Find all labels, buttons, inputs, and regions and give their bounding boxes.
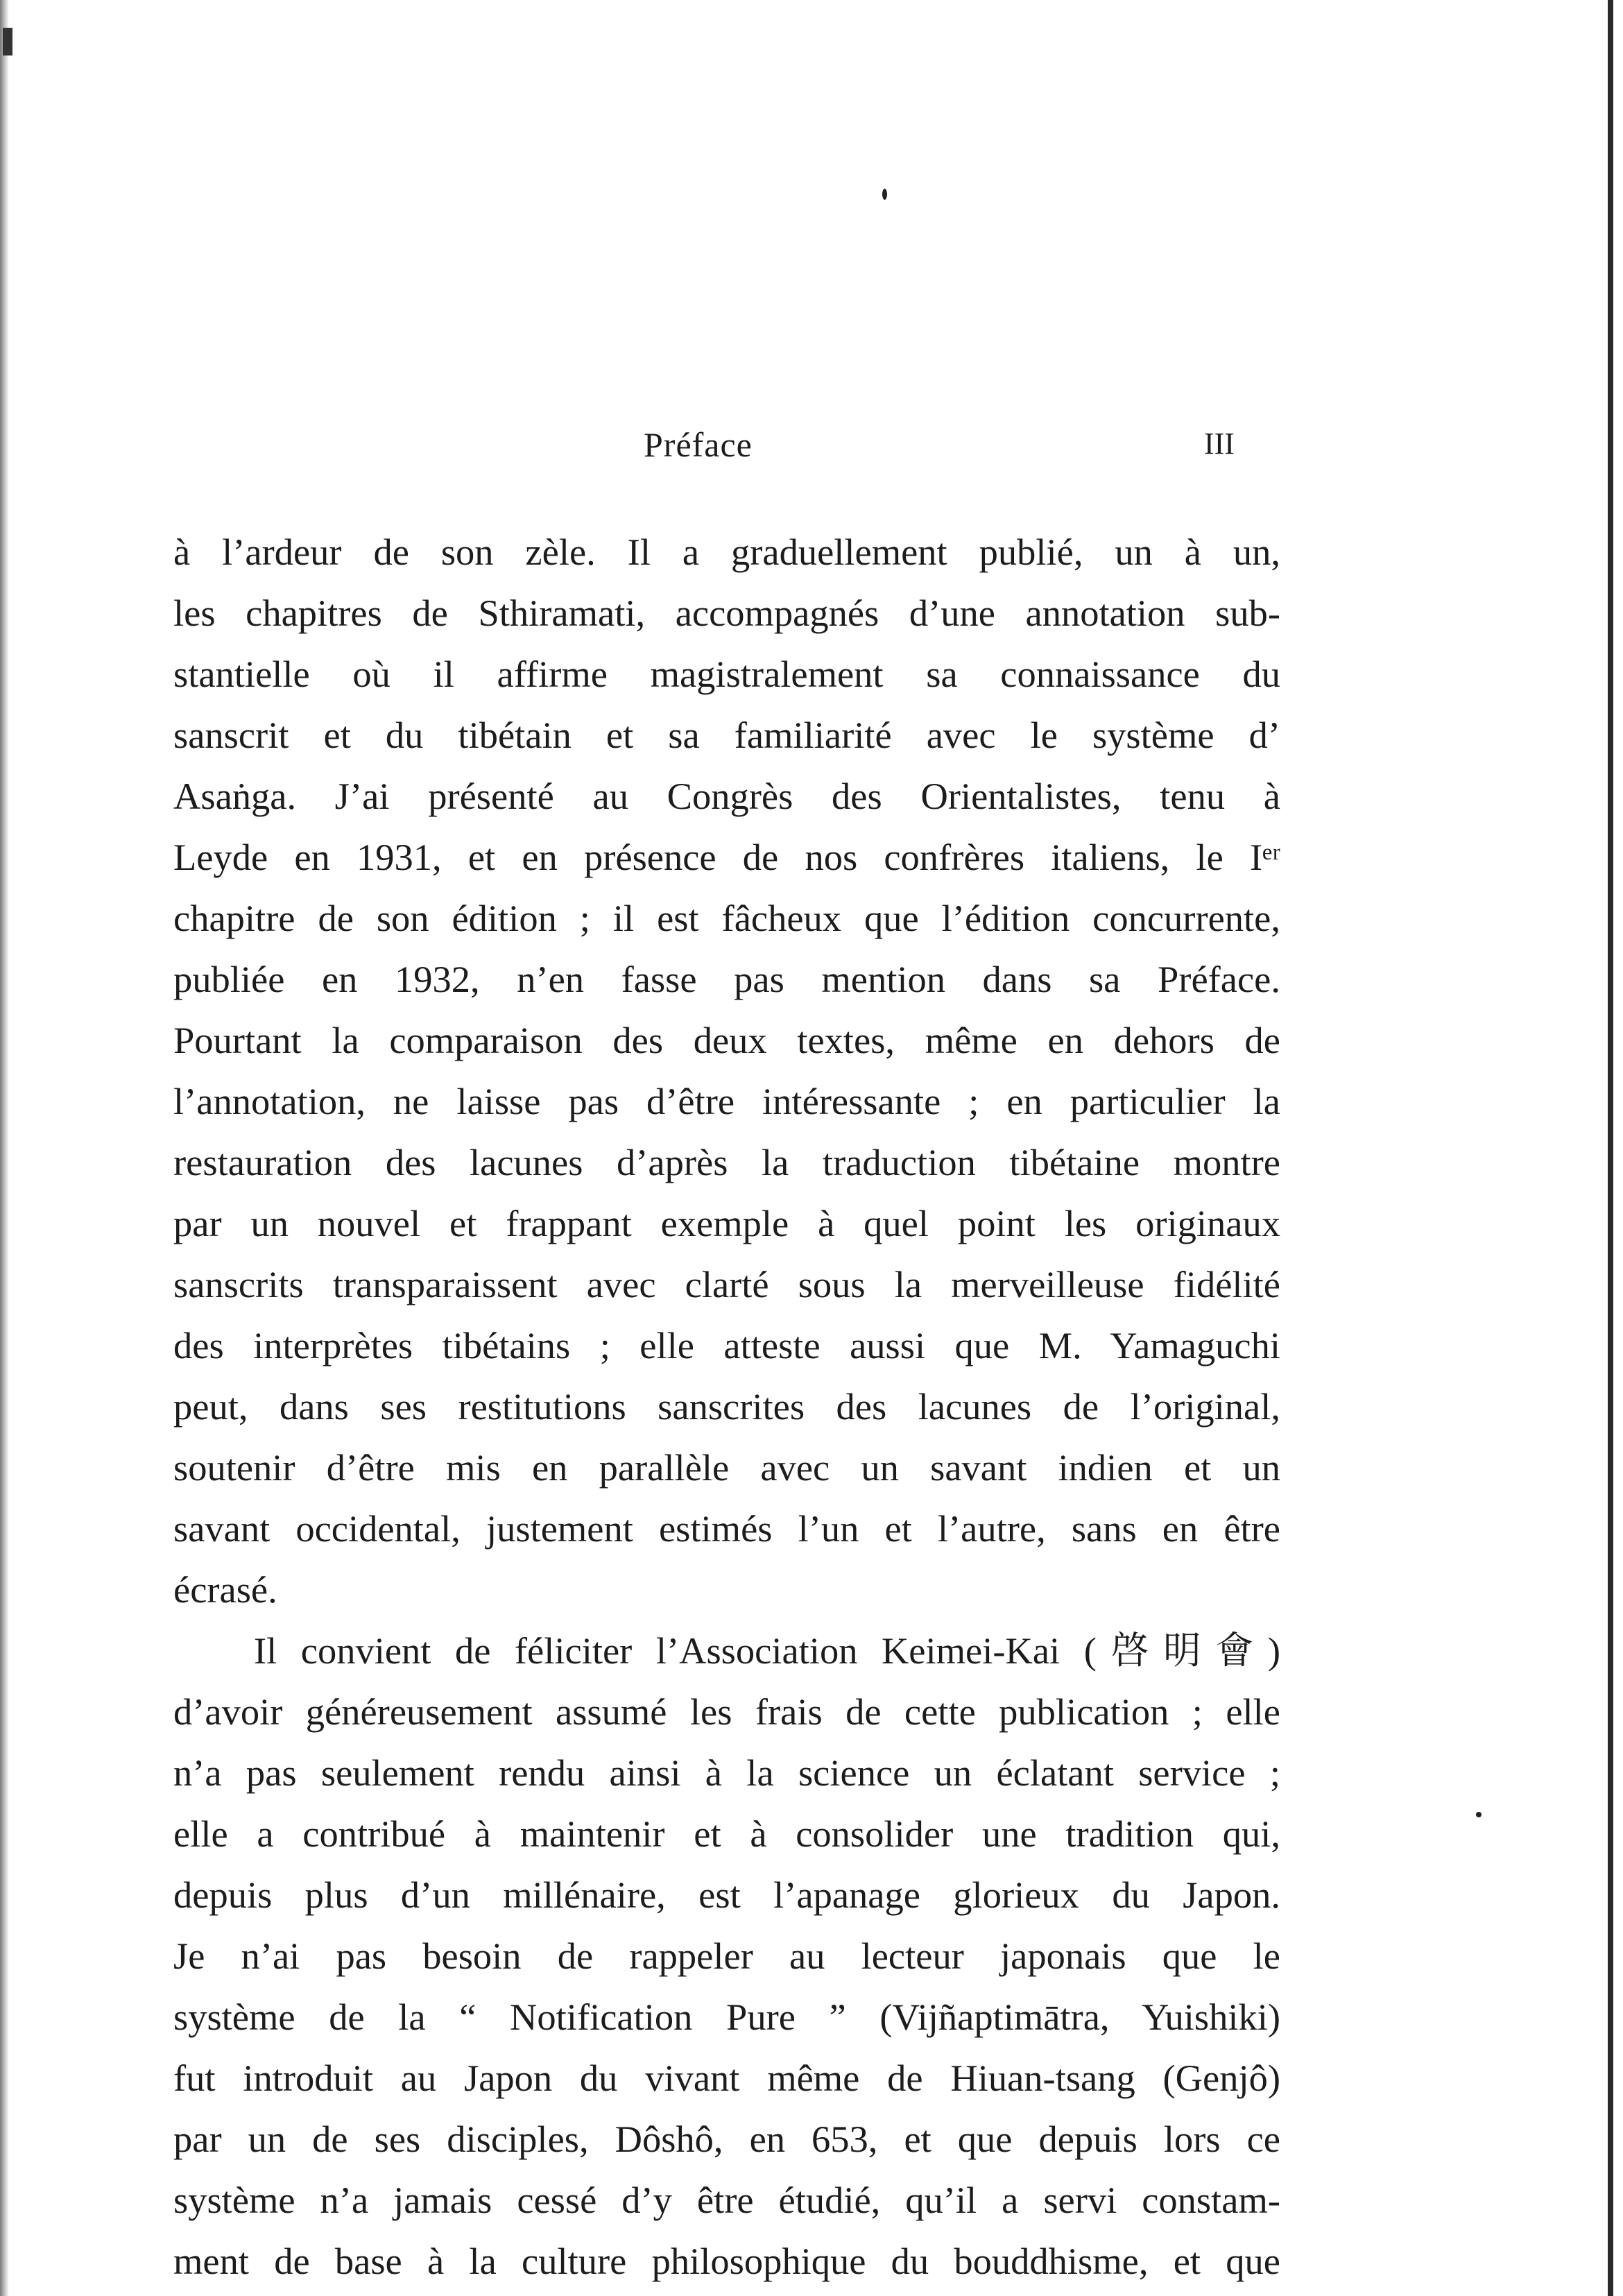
text-line: chapitre de son édition ; il est fâcheux que l’édition concurrente, — [173, 897, 1280, 939]
text-line: les chapitres de Sthiramati, accompagnés d’une annotation sub- — [173, 592, 1280, 634]
text-line: système n’a jamais cessé d’y être étudié, qu’il a servi constam- — [173, 2179, 1280, 2221]
text-line: par un de ses disciples, Dôshô, en 653, et que depuis lors ce — [173, 2118, 1280, 2160]
paragraph — [173, 1620, 1280, 2292]
text-line: d’avoir généreusement assumé les frais de cette publication ; elle — [173, 1690, 1280, 1733]
text-line: restauration des lacunes d’après la traduction tibétaine montre — [173, 1141, 1280, 1183]
text-line: écrasé. — [173, 1568, 277, 1611]
page-number: III — [1204, 427, 1235, 461]
text-line: n’a pas seulement rendu ainsi à la science un éclatant service ; — [173, 1751, 1280, 1794]
text-line: sanscrits transparaissent avec clarté sous la merveilleuse fidélité — [173, 1263, 1280, 1305]
text-line: peut, dans ses restitutions sanscrites des lacunes de l’original, — [173, 1385, 1280, 1428]
text-line: Il convient de féliciter l’Association Keimei-Kai (啓明會) — [254, 1629, 1280, 1672]
page-header — [0, 425, 1623, 480]
text-line: depuis plus d’un millénaire, est l’apanage glorieux du Japon. — [173, 1874, 1280, 1916]
text-line: stantielle où il affirme magistralement sa connaissance du — [173, 653, 1280, 695]
body-text — [173, 522, 1280, 2292]
text-line: à l’ardeur de son zèle. Il a graduellement publié, un à un, — [173, 531, 1280, 573]
text-line: savant occidental, justement estimés l’un et l’autre, sans en être — [173, 1507, 1280, 1550]
text-line: l’annotation, ne laisse pas d’être intéressante ; en particulier la — [173, 1080, 1280, 1122]
text-line: sanscrit et du tibétain et sa familiarité avec le système d’ — [173, 714, 1280, 756]
text-line: Pourtant la comparaison des deux textes, même en dehors de — [173, 1019, 1280, 1061]
scan-binding-edge — [0, 0, 8, 2296]
scan-right-edge-rule — [1608, 0, 1613, 2296]
paragraph — [173, 522, 1280, 1620]
text-line: Leyde en 1931, et en présence de nos confrères italiens, le Iᵉʳ — [173, 836, 1280, 878]
text-line: elle a contribué à maintenir et à consolider une tradition qui, — [173, 1813, 1280, 1855]
running-title: Préface — [644, 425, 753, 464]
scan-speck — [1476, 1812, 1482, 1817]
text-line: ment de base à la culture philosophique du bouddhisme, et que — [173, 2240, 1280, 2282]
text-line: Asaṅga. J’ai présenté au Congrès des Orientalistes, tenu à — [173, 775, 1280, 817]
text-line: des interprètes tibétains ; elle atteste aussi que M. Yamaguchi — [173, 1324, 1280, 1367]
text-line: publiée en 1932, n’en fasse pas mention dans sa Préface. — [173, 958, 1280, 1000]
text-line: fut introduit au Japon du vivant même de Hiuan-tsang (Genjô) — [173, 2057, 1280, 2099]
scan-corner-mark — [3, 28, 12, 55]
text-line: Je n’ai pas besoin de rappeler au lecteur japonais que le — [173, 1935, 1280, 1977]
text-line: système de la “ Notification Pure ” (Vijñaptimātra, Yuishiki) — [173, 1996, 1280, 2038]
text-line: par un nouvel et frappant exemple à quel point les originaux — [173, 1202, 1280, 1244]
scan-speck — [882, 189, 887, 200]
text-line: soutenir d’être mis en parallèle avec un savant indien et un — [173, 1446, 1280, 1489]
